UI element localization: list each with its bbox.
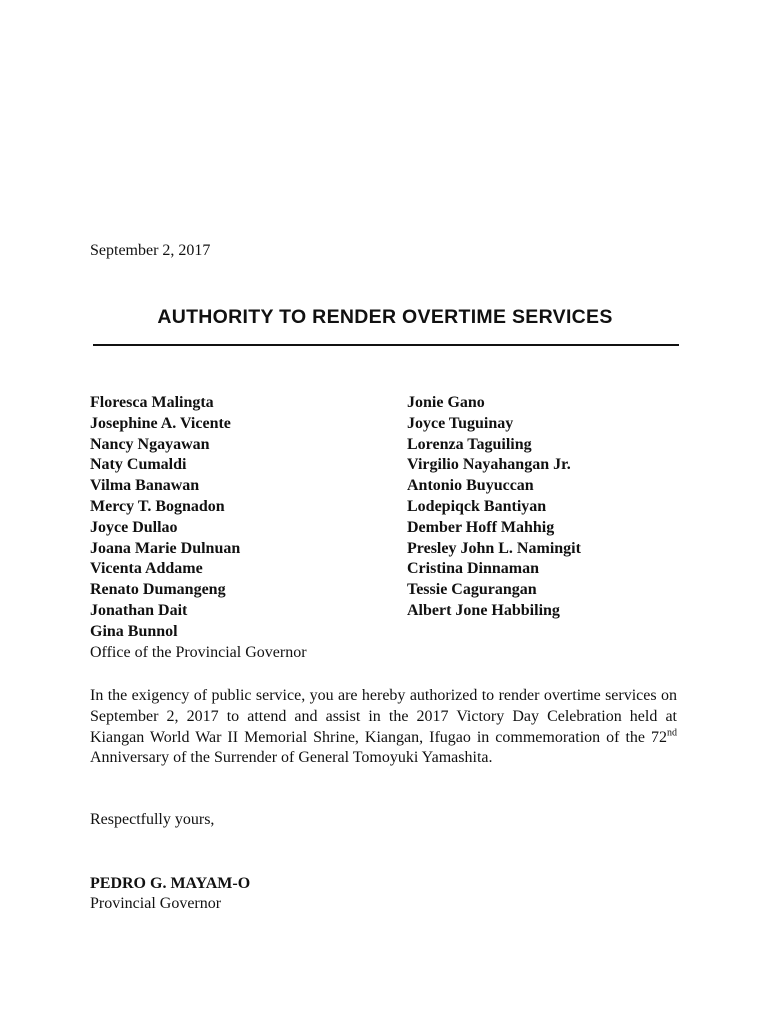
employee-name: Mercy T. Bognadon bbox=[90, 497, 225, 515]
ordinal-suffix: nd bbox=[667, 727, 677, 739]
employee-name: Virgilio Nayahangan Jr. bbox=[407, 456, 571, 474]
employee-name: Lodepiqck Bantiyan bbox=[407, 497, 547, 515]
employee-name: Vicenta Addame bbox=[90, 560, 203, 578]
employee-name: Jonie Gano bbox=[407, 394, 485, 411]
signatory-name: PEDRO G. MAYAM-O bbox=[90, 875, 251, 892]
letter-body bbox=[90, 686, 677, 769]
employee-name: Josephine A. Vicente bbox=[90, 414, 231, 432]
employee-name: Gina Bunnol bbox=[90, 622, 178, 640]
employee-name: Renato Dumangeng bbox=[90, 581, 226, 599]
employee-name: Jonathan Dait bbox=[90, 601, 188, 619]
employee-name: Dember Hoff Mahhig bbox=[407, 518, 555, 536]
office-name: Office of the Provincial Governor bbox=[90, 644, 307, 661]
letter-title: AUTHORITY TO RENDER OVERTIME SERVICES bbox=[157, 306, 613, 328]
letter-date: September 2, 2017 bbox=[90, 242, 211, 259]
names-list-right bbox=[407, 393, 581, 622]
title-underline bbox=[93, 344, 679, 346]
employee-name: Naty Cumaldi bbox=[90, 456, 187, 474]
employee-name: Antonio Buyuccan bbox=[407, 477, 534, 495]
employee-name: Nancy Ngayawan bbox=[90, 435, 210, 453]
names-list-left bbox=[90, 393, 240, 643]
employee-name: Floresca Malingta bbox=[90, 394, 214, 411]
employee-name: Joyce Tuguinay bbox=[407, 414, 514, 432]
body-text-part2: Anniversary of the Surrender of General Tomoyuki Yamashita. bbox=[90, 749, 493, 767]
closing-salutation: Respectfully yours, bbox=[90, 811, 215, 828]
employee-name: Lorenza Taguiling bbox=[407, 435, 532, 453]
employee-name: Joana Marie Dulnuan bbox=[90, 539, 241, 557]
employee-name: Joyce Dullao bbox=[90, 518, 178, 536]
signatory-title: Provincial Governor bbox=[90, 895, 222, 912]
employee-name: Vilma Banawan bbox=[90, 477, 200, 495]
employee-name: Cristina Dinnaman bbox=[407, 560, 540, 578]
employee-name: Albert Jone Habbiling bbox=[407, 601, 560, 619]
employee-name: Presley John L. Namingit bbox=[407, 539, 581, 557]
employee-name: Tessie Cagurangan bbox=[407, 581, 537, 599]
body-text-part1: In the exigency of public service, you are hereby authorized to render overtime services on September 2, 2017 to attend and assist in the 2017 Victory Day Celebration held at Kiangan World War II Memorial Shrine, Kiangan, Ifugao in commemoration of the 72 bbox=[90, 687, 677, 746]
